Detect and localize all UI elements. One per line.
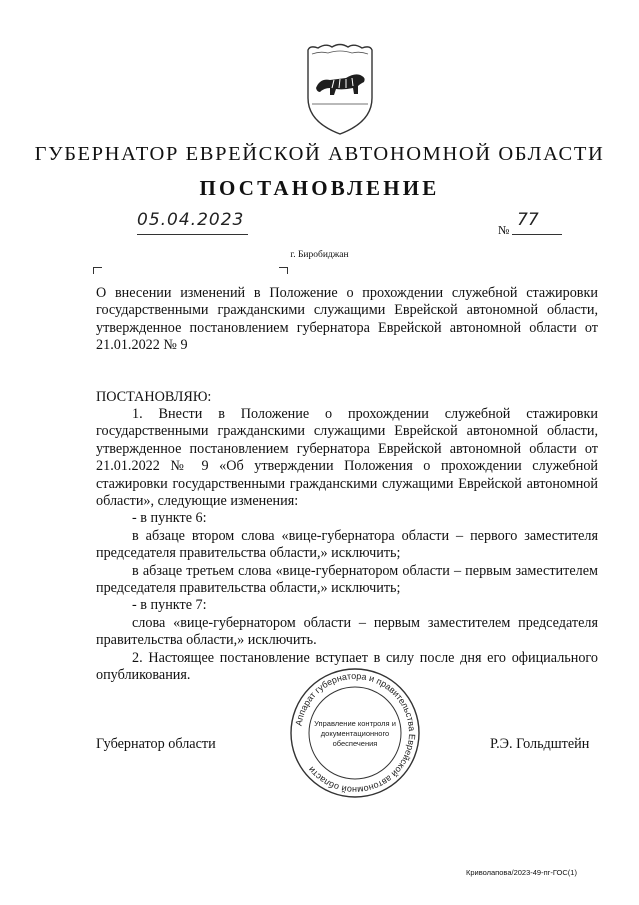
stamp-inner-line-1: Управление контроля и (314, 719, 396, 728)
stamp-outer-text: Аппарат губернатора и правительства Еврейской автономной области (293, 670, 418, 796)
paragraph-point-6: - в пункте 6: (132, 510, 207, 527)
document-number: 77 (517, 210, 539, 230)
paragraph-point-7: - в пункте 7: (132, 597, 207, 614)
paragraph-2: в абзаце втором слова «вице-губернатора области – первого заместителя председателя правительства области,» исключить; (96, 527, 598, 562)
paragraph-4: слова «вице-губернатором области – первым заместителем председателя правительства области,» исключить. (96, 614, 598, 649)
paragraph-3: в абзаце третьем слова «вице-губернатором области – первым заместителем председателя правительства области,» исключить; (96, 562, 598, 597)
subject-corner-mark-right (279, 267, 288, 274)
date-underline (137, 234, 248, 235)
signatory-name: Р.Э. Гольдштейн (490, 736, 590, 752)
decree-label: ПОСТАНОВЛЯЮ: (96, 389, 212, 405)
coat-of-arms-emblem (300, 42, 380, 138)
document-subject: О внесении изменений в Положение о прохождении служебной стажировки государственными гражданскими служащими Еврейской автономной области, утвержденное постановлением губернатора Еврейской автономной области от 21.01.2022 № 9 (96, 285, 598, 354)
subject-corner-mark-left (93, 267, 102, 274)
city-label: г. Биробиджан (290, 250, 349, 260)
stamp-inner-line-3: обеспечения (332, 739, 378, 748)
stamp-inner-line-2: документационного (320, 729, 390, 738)
official-stamp (288, 666, 422, 800)
footer-reference: Криволапова/2023-49-пг-ГОС(1) (466, 868, 577, 877)
number-label: № (498, 223, 510, 237)
paragraph-1: 1. Внести в Положение о прохождении служебной стажировки государственными гражданскими служащими Еврейской автономной области, утвержденное постановлением губернатора Еврейской автономной области от 21.01.2022 № 9 «Об утверждении Положения о прохождении служебной стажировки государственными гражданскими служащими Еврейской автономной области», следующие изменения: (96, 406, 598, 510)
paragraph-5: 2. Настоящее постановление вступает в силу после дня его официального опубликования. (96, 649, 598, 684)
number-underline (512, 234, 562, 235)
document-body (96, 406, 598, 685)
document-type-title: ПОСТАНОВЛЕНИЕ (199, 176, 440, 200)
document-date: 05.04.2023 (137, 210, 245, 230)
governor-title: ГУБЕРНАТОР ЕВРЕЙСКОЙ АВТОНОМНОЙ ОБЛАСТИ (34, 143, 605, 165)
signatory-position: Губернатор области (96, 736, 216, 752)
